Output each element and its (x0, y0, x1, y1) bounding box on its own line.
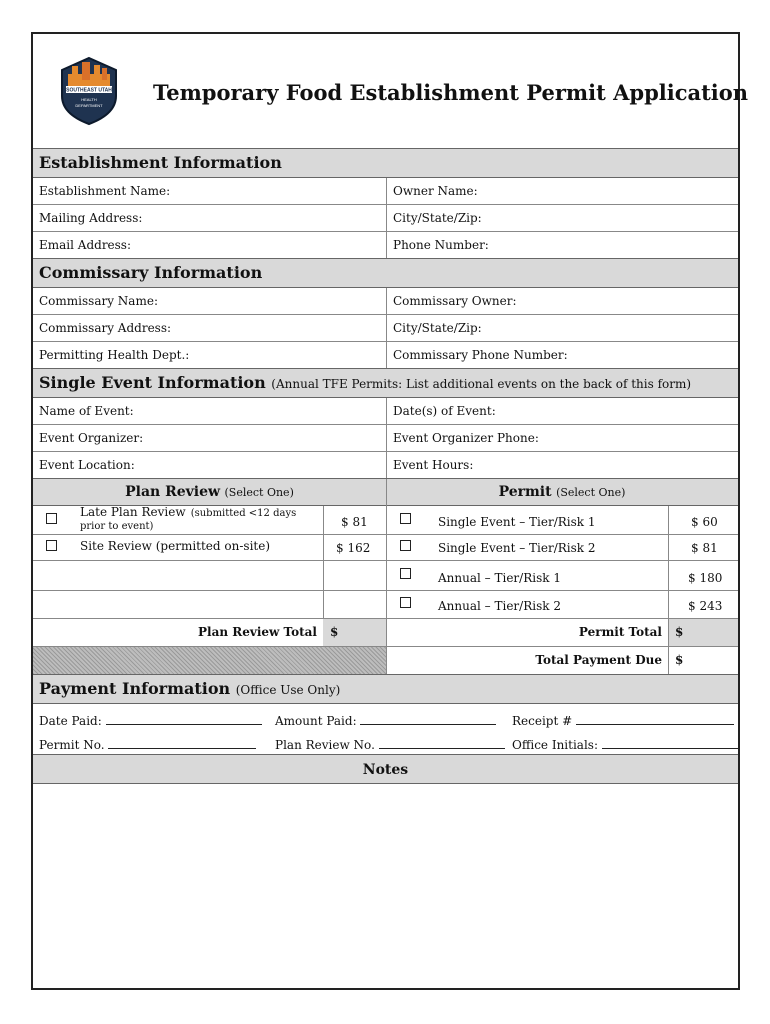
permit-heading: Permit (498, 484, 552, 500)
plan-review-total-sign: $ (330, 625, 339, 639)
permit-option-checkbox[interactable] (400, 597, 411, 608)
permit-option-checkbox[interactable] (400, 540, 411, 551)
commissary-row (33, 342, 738, 369)
event-location-label: Event Location: (39, 458, 135, 472)
plan-review-select: (Select One) (224, 486, 294, 499)
city-state-zip-label: City/State/Zip: (393, 211, 482, 225)
single-event-row (33, 398, 738, 425)
permit-header (386, 484, 738, 500)
single-event-title: Single Event Information (39, 373, 266, 392)
single-event-section-header (33, 368, 738, 398)
email-address-label: Email Address: (39, 238, 132, 252)
svg-text:DEPARTMENT: DEPARTMENT (75, 103, 103, 108)
commissary-row (33, 288, 738, 315)
late-plan-review-note: (submitted <12 days (190, 508, 297, 519)
establishment-row (33, 205, 738, 232)
permit-option-checkbox[interactable] (400, 513, 411, 524)
receipt-label: Receipt # (512, 714, 573, 728)
site-review-label: Site Review (permitted on-site) (80, 539, 271, 553)
payment-row-2b (275, 738, 505, 752)
total-payment-due-label: Total Payment Due (535, 653, 662, 667)
commissary-address-label: Commissary Address: (39, 321, 172, 335)
commissary-city-state-zip-label: City/State/Zip: (393, 321, 482, 335)
amount-paid-field[interactable] (360, 714, 496, 725)
page-title: Temporary Food Establishment Permit Application (153, 80, 749, 105)
notes-heading: Notes (362, 762, 409, 778)
event-dates-label: Date(s) of Event: (393, 404, 496, 418)
single-event-row (33, 452, 738, 479)
event-organizer-phone-label: Event Organizer Phone: (393, 431, 539, 445)
event-hours-label: Event Hours: (393, 458, 474, 472)
establishment-row (33, 232, 738, 259)
phone-number-label: Phone Number: (393, 238, 489, 252)
logo (58, 56, 120, 126)
svg-text:SOUTHEAST UTAH: SOUTHEAST UTAH (66, 87, 112, 94)
payment-row-1 (39, 714, 262, 728)
fees-header (33, 478, 738, 506)
plan-review-no-label: Plan Review No. (275, 738, 375, 752)
plan-review-no-field[interactable] (379, 738, 505, 749)
total-payment-due-sign: $ (675, 653, 684, 667)
establishment-row (33, 178, 738, 205)
permit-option-label: Annual – Tier/Risk 1 (438, 571, 561, 585)
payment-heading (39, 679, 340, 698)
event-organizer-label: Event Organizer: (39, 431, 144, 445)
late-plan-review-label (80, 506, 296, 532)
payment-title: Payment Information (39, 679, 231, 698)
late-plan-review-checkbox[interactable] (46, 513, 57, 524)
permit-option-label: Single Event – Tier/Risk 2 (438, 541, 596, 555)
date-paid-label: Date Paid: (39, 714, 102, 728)
event-name-label: Name of Event: (39, 404, 134, 418)
permit-select: (Select One) (556, 486, 626, 499)
commissary-owner-label: Commissary Owner: (393, 294, 517, 308)
plan-review-heading: Plan Review (125, 484, 221, 500)
permit-option-price: $ 60 (691, 515, 718, 529)
late-plan-review-note2: prior to event) (80, 521, 154, 532)
commissary-section-header (33, 258, 738, 288)
notes-area[interactable] (33, 784, 738, 988)
payment-row-2c (512, 738, 738, 752)
commissary-phone-label: Commissary Phone Number: (393, 348, 568, 362)
payment-row-1c (512, 714, 734, 728)
establishment-name-label: Establishment Name: (39, 184, 171, 198)
permit-option-label: Single Event – Tier/Risk 1 (438, 515, 596, 529)
owner-name-label: Owner Name: (393, 184, 478, 198)
notes-header (33, 754, 738, 784)
permit-option-price: $ 81 (691, 541, 718, 555)
permit-option-price: $ 180 (688, 571, 723, 585)
late-plan-review-title: Late Plan Review (80, 505, 186, 519)
establishment-heading: Establishment Information (39, 153, 282, 172)
permit-no-field[interactable] (108, 738, 256, 749)
permit-total-label: Permit Total (578, 625, 662, 639)
establishment-section-header (33, 148, 738, 178)
office-initials-field[interactable] (602, 738, 738, 749)
single-event-heading (39, 373, 691, 392)
receipt-field[interactable] (576, 714, 734, 725)
site-review-price: $ 162 (336, 541, 371, 555)
payment-section-header (33, 674, 738, 704)
commissary-name-label: Commissary Name: (39, 294, 158, 308)
permitting-health-dept-label: Permitting Health Dept.: (39, 348, 190, 362)
payment-sub: (Office Use Only) (235, 683, 341, 697)
permit-option-checkbox[interactable] (400, 568, 411, 579)
svg-text:HEALTH: HEALTH (81, 97, 97, 102)
single-event-row (33, 425, 738, 452)
mailing-address-label: Mailing Address: (39, 211, 143, 225)
hatched-area (33, 647, 386, 674)
payment-row-1b (275, 714, 496, 728)
site-review-checkbox[interactable] (46, 540, 57, 551)
health-department-logo-icon (58, 56, 120, 126)
permit-total-sign: $ (675, 625, 684, 639)
permit-no-label: Permit No. (39, 738, 105, 752)
permit-option-label: Annual – Tier/Risk 2 (438, 599, 561, 613)
late-plan-review-price: $ 81 (341, 515, 368, 529)
permit-option-price: $ 243 (688, 599, 723, 613)
payment-row-2 (39, 738, 256, 752)
plan-review-header (33, 484, 386, 500)
commissary-heading: Commissary Information (39, 263, 263, 282)
permit-application-form (31, 32, 749, 990)
date-paid-field[interactable] (106, 714, 262, 725)
commissary-row (33, 315, 738, 342)
office-initials-label: Office Initials: (512, 738, 598, 752)
single-event-note: (Annual TFE Permits: List additional events on the back of this form) (271, 377, 692, 391)
plan-review-total-label: Plan Review Total (198, 625, 317, 639)
amount-paid-label: Amount Paid: (275, 714, 357, 728)
